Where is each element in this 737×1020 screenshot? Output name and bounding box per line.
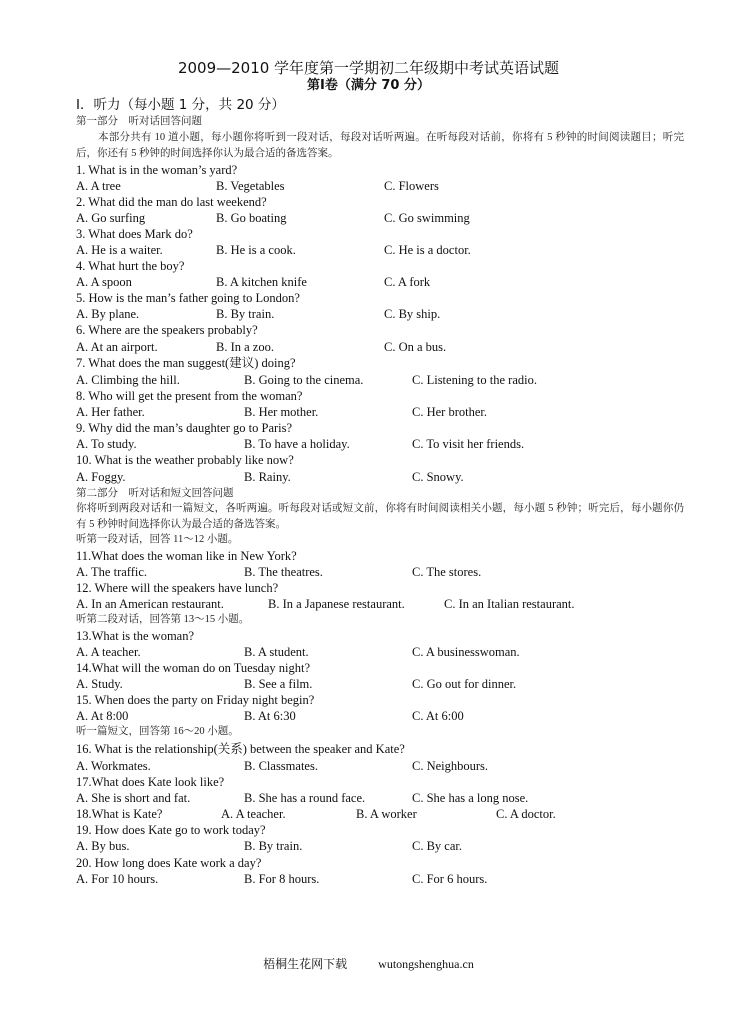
q13-option-c: C. A businesswoman. bbox=[412, 645, 520, 659]
q20-option-b: B. For 8 hours. bbox=[244, 872, 320, 886]
part2-title: 第二部分 听对话和短文回答问题 bbox=[76, 488, 234, 499]
q12-option-b: B. In a Japanese restaurant. bbox=[268, 597, 405, 611]
q11-option-a: A. The traffic. bbox=[76, 565, 148, 579]
q3-option-b: B. He is a cook. bbox=[216, 243, 296, 257]
footer-site-name: 梧桐生花网下载 bbox=[263, 957, 348, 971]
q16-option-a: A. Workmates. bbox=[76, 759, 151, 773]
listening-section-heading: Ⅰ．听力（每小题 1 分，共 20 分） bbox=[76, 97, 285, 113]
q16-option-c: C. Neighbours. bbox=[412, 759, 489, 773]
dialog1-note: 听第一段对话，回答 11～12 小题。 bbox=[76, 534, 239, 545]
q16-option-b: B. Classmates. bbox=[244, 759, 318, 773]
q2-option-c: C. Go swimming bbox=[384, 211, 470, 225]
q7-option-a: A. Climbing the hill. bbox=[76, 373, 180, 387]
question-12: 12. Where will the speakers have lunch? bbox=[76, 581, 279, 595]
part2-instructions: 你将听到两段对话和一篇短文，各听两遍。听每段对话或短文前，你将有时间阅读相关小题，每小题 5 秒钟；听完后，每小题你仍有 5 秒钟时间选择你认为最合适的备选答案。 bbox=[76, 503, 684, 530]
q10-option-c: C. Snowy. bbox=[412, 470, 464, 484]
q15-option-a: A. At 8:00 bbox=[76, 709, 129, 723]
question-10: 10. What is the weather probably like now? bbox=[76, 453, 294, 467]
passage-note: 听一篇短文，回答第 16～20 小题。 bbox=[76, 726, 239, 737]
question-5: 5. How is the man’s father going to London? bbox=[76, 291, 300, 305]
footer-site-url[interactable]: wutongshenghua.cn bbox=[378, 957, 474, 971]
question-6: 6. Where are the speakers probably? bbox=[76, 323, 258, 337]
question-18: 18.What is Kate? bbox=[76, 807, 163, 821]
q18-option-a: A. A teacher. bbox=[221, 807, 286, 821]
q1-option-c: C. Flowers bbox=[384, 179, 439, 193]
question-15: 15. When does the party on Friday night begin? bbox=[76, 693, 315, 707]
q5-option-a: A. By plane. bbox=[76, 307, 140, 321]
q4-option-b: B. A kitchen knife bbox=[216, 275, 307, 289]
part1-title: 第一部分 听对话回答问题 bbox=[76, 116, 202, 127]
q4-option-c: C. A fork bbox=[384, 275, 431, 289]
q2-option-b: B. Go boating bbox=[216, 211, 287, 225]
question-4: 4. What hurt the boy? bbox=[76, 259, 185, 273]
q12-option-c: C. In an Italian restaurant. bbox=[444, 597, 575, 611]
q9-option-a: A. To study. bbox=[76, 437, 137, 451]
q7-option-b: B. Going to the cinema. bbox=[244, 373, 364, 387]
q8-option-a: A. Her father. bbox=[76, 405, 145, 419]
q1-option-a: A. A tree bbox=[76, 179, 121, 193]
question-11: 11.What does the woman like in New York? bbox=[76, 549, 297, 563]
q19-option-a: A. By bus. bbox=[76, 839, 130, 853]
q4-option-a: A. A spoon bbox=[76, 275, 132, 289]
q14-option-c: C. Go out for dinner. bbox=[412, 677, 517, 691]
q17-option-a: A. She is short and fat. bbox=[76, 791, 191, 805]
q8-option-b: B. Her mother. bbox=[244, 405, 319, 419]
q19-option-b: B. By train. bbox=[244, 839, 303, 853]
q5-option-b: B. By train. bbox=[216, 307, 275, 321]
q7-option-c: C. Listening to the radio. bbox=[412, 373, 537, 387]
question-7: 7. What does the man suggest(建议) doing? bbox=[76, 356, 296, 370]
q13-option-b: B. A student. bbox=[244, 645, 309, 659]
exam-title: 2009—2010 学年度第一学期初二年级期中考试英语试题 bbox=[177, 59, 560, 77]
page-footer bbox=[0, 956, 737, 972]
q14-option-b: B. See a film. bbox=[244, 677, 313, 691]
q6-option-a: A. At an airport. bbox=[76, 340, 158, 354]
q18-option-c: C. A doctor. bbox=[496, 807, 556, 821]
q15-option-c: C. At 6:00 bbox=[412, 709, 464, 723]
question-1: 1. What is in the woman’s yard? bbox=[76, 163, 238, 177]
q3-option-a: A. He is a waiter. bbox=[76, 243, 163, 257]
question-14: 14.What will the woman do on Tuesday night? bbox=[76, 661, 311, 675]
question-20: 20. How long does Kate work a day? bbox=[76, 856, 262, 870]
q12-option-a: A. In an American restaurant. bbox=[76, 597, 224, 611]
dialog2-note: 听第二段对话，回答第 13～15 小题。 bbox=[76, 614, 250, 625]
q15-option-b: B. At 6:30 bbox=[244, 709, 296, 723]
question-16: 16. What is the relationship(关系) between the speaker and Kate? bbox=[76, 742, 405, 756]
q8-option-c: C. Her brother. bbox=[412, 405, 487, 419]
exam-subtitle: 第Ⅰ卷（满分 70 分） bbox=[307, 78, 430, 93]
q9-option-c: C. To visit her friends. bbox=[412, 437, 525, 451]
q10-option-a: A. Foggy. bbox=[76, 470, 126, 484]
q6-option-b: B. In a zoo. bbox=[216, 340, 274, 354]
q14-option-a: A. Study. bbox=[76, 677, 123, 691]
question-9: 9. Why did the man’s daughter go to Paris? bbox=[76, 421, 293, 435]
question-19: 19. How does Kate go to work today? bbox=[76, 823, 266, 837]
question-13: 13.What is the woman? bbox=[76, 629, 195, 643]
q9-option-b: B. To have a holiday. bbox=[244, 437, 350, 451]
q20-option-a: A. For 10 hours. bbox=[76, 872, 159, 886]
q11-option-c: C. The stores. bbox=[412, 565, 482, 579]
q6-option-c: C. On a bus. bbox=[384, 340, 447, 354]
q18-option-b: B. A worker bbox=[356, 807, 417, 821]
q2-option-a: A. Go surfing bbox=[76, 211, 146, 225]
q13-option-a: A. A teacher. bbox=[76, 645, 141, 659]
q10-option-b: B. Rainy. bbox=[244, 470, 291, 484]
q3-option-c: C. He is a doctor. bbox=[384, 243, 471, 257]
q20-option-c: C. For 6 hours. bbox=[412, 872, 488, 886]
q19-option-c: C. By car. bbox=[412, 839, 462, 853]
part1-instructions: 本部分共有 10 道小题，每小题你将听到一段对话，每段对话听两遍。在听每段对话前，你将有 5 秒钟的时间阅读题目；听完后，你还有 5 秒钟的时间选择你认为最合适的备选答案。 bbox=[76, 132, 684, 159]
q11-option-b: B. The theatres. bbox=[244, 565, 323, 579]
question-2: 2. What did the man do last weekend? bbox=[76, 195, 267, 209]
q17-option-b: B. She has a round face. bbox=[244, 791, 366, 805]
q1-option-b: B. Vegetables bbox=[216, 179, 285, 193]
question-3: 3. What does Mark do? bbox=[76, 227, 193, 241]
q5-option-c: C. By ship. bbox=[384, 307, 441, 321]
q17-option-c: C. She has a long nose. bbox=[412, 791, 529, 805]
question-8: 8. Who will get the present from the woman? bbox=[76, 389, 303, 403]
question-17: 17.What does Kate look like? bbox=[76, 775, 225, 789]
